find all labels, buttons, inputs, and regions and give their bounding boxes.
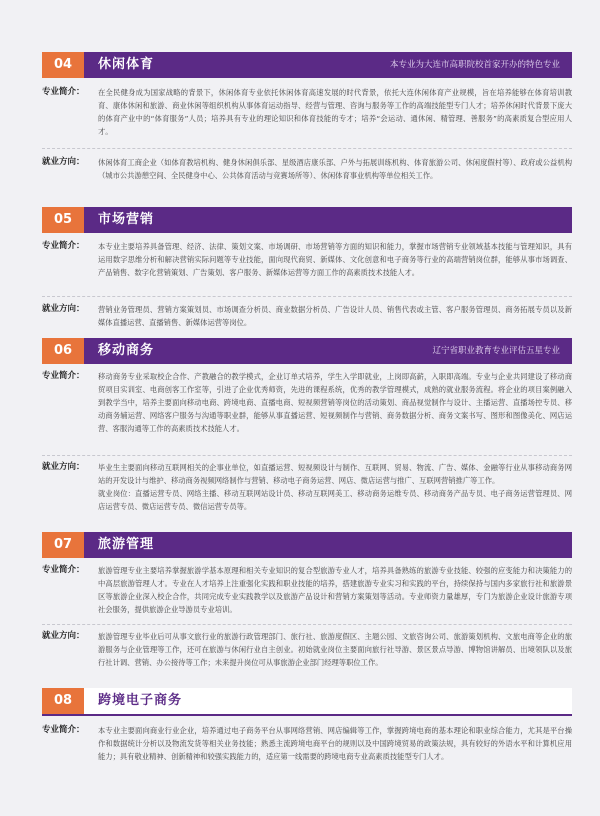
intro-text: 旅游管理专业主要培养掌握旅游学基本原理和相关专业知识的复合型旅游专业人才，培养具备熟练的旅游专业技能、较强的应变能力和决策能力的中高层旅游管理人才。专业在人才培养上注重强化实践和职业技能的培养，搭建旅游专业实习和实践的平台，持续保持与国内多家旅行社和旅游景区等旅游企业深入校企合作，共同完成专业实践教学以及旅游产品设计和营销方案策划等活动。专业师资力量雄厚，专门为旅游企业设计旅游专项社会服务，提供旅游企业导游员专业培训。 xyxy=(98,566,572,614)
career-label: 就业方向： xyxy=(42,631,85,641)
intro-row xyxy=(42,564,572,624)
career-text: 休闲体育工商企业（如体育教培机构、健身休闲俱乐部、星级酒店康乐部、户外与拓展训练机构、体育旅游公司、休闲度假村等）、政府或公益机构（城市公共游憩空间、全民健身中心、公共体育活动与竞赛场所等）、休闲体育事业机构等单位相关工作。 xyxy=(98,158,572,180)
career-label: 就业方向： xyxy=(42,157,85,167)
career-row xyxy=(42,303,572,331)
section-number: 06 xyxy=(42,338,84,364)
career-text: 旅游管理专业毕业后可从事文旅行业的旅游行政管理部门、旅行社、旅游度假区、主题公园、文旅咨询公司、旅游策划机构、文旅电商等企业的旅游服务与企业管理等工作，还可在旅游与休闲行业自主创业。初始就业岗位主要面向旅行社导游、景区景点导游、博物馆讲解员、出境领队以及旅行社计调、营销、办公接待等工作；未来提升岗位可从事旅游企业部门经理等职位工作。 xyxy=(98,632,572,667)
intro-label: 专业简介： xyxy=(42,371,85,381)
intro-label: 专业简介： xyxy=(42,87,85,97)
divider xyxy=(42,296,572,297)
section-tag: 辽宁省职业教育专业评估五星专业 xyxy=(432,346,560,356)
divider xyxy=(42,624,572,625)
section-title: 移动商务 xyxy=(98,343,155,358)
section-header xyxy=(42,207,572,233)
section-number: 05 xyxy=(42,207,84,233)
career-text: 毕业生主要面向移动互联网相关的企事业单位，如直播运营、短视频设计与制作、互联网、贸易、物流、广告、媒体、金融等行业从事移动商务网站的开发设计与维护、移动商务视频网络制作与营销、移动电子商务运营、网店、微店运营与推广、互联网营销推广等工作。 就业岗位：直播运营专员、网络主播、移动互联网站设计员、移动互联网美工、移动商务运维专员、移动商务产品专员、电子商务运营管理员、网店运营专员、微店运营专员、微信运营专员等。 xyxy=(98,463,572,511)
section-number: 07 xyxy=(42,532,84,558)
intro-label: 专业简介： xyxy=(42,565,85,575)
section-title: 市场营销 xyxy=(98,212,155,227)
intro-text: 在全民健身成为国家战略的背景下，休闲体育专业依托休闲体育高速发展的时代背景，依托大连休闲体育产业规模，旨在培养能够在体育培训教育、康体休闲和旅游、商业休闲等组织机构从事体育运动指导、经营与管理、咨询与服务等工作的高端技能型专门人才；培养休闲时代背景下庞大的体育产业中的“体育服务”人员；培养具有专业的理论知识和体育技能的专才；培养“会运动、通休闲、精管理、善服务”的高素质复合型应用人才。 xyxy=(98,88,572,136)
career-extra: 就业岗位：直播运营专员、网络主播、移动互联网站设计员、移动互联网美工、移动商务运维专员、移动商务产品专员、电子商务运营管理员、网店运营专员、微店运营专员、微信运营专员等。 xyxy=(98,489,572,511)
section-tag: 本专业为大连市高职院校首家开办的特色专业 xyxy=(389,60,560,70)
section-header xyxy=(42,532,572,558)
intro-row xyxy=(42,370,572,454)
career-text: 营销业务管理员、营销方案策划员、市场调查分析员、商业数据分析员、广告设计人员、销售代表或主管、客户服务管理员、商务拓展专员以及新媒体直播运营、直播销售、新媒体运营等岗位。 xyxy=(98,305,572,327)
intro-text: 本专业主要培养具备管理、经济、法律、策划文案、市场调研、市场营销等方面的知识和能力，掌握市场营销专业领域基本技能与管理知识，具有运用数字思维分析和解决营销实际问题等专业技能，面向现代商贸、新媒体、文化创意和电子商务等行业的高端营销岗位群，能够从事市场调查、产品销售、数字化营销策划、广告策划、客户服务、新媒体运营等方面工作的高素质技术技能人才。 xyxy=(98,242,572,277)
intro-text: 移动商务专业采取校企合作、产教融合的教学模式，企业订单式培养，学生入学即就业，上岗即高薪，入职即高端。专业与企业共同建设了移动商贸项目实训室、电商创客工作室等，引进了企业优秀师资，先进的课程系统，优秀的教学管理模式，成熟的就业服务流程。将企业的项目案例融入到教学当中，培养主要面向移动电商、跨境电商、直播电商、短视频营销等岗位的活动策划、商品视觉制作与设计、主播运营、直播场控专员、移动商务辅运营、网络客户服务与沟通等职业群，能够从事直播运营、短视频制作与营销、商务数据分析、商务文案书写、图形和图像美化、网店运营、客服沟通等工作的高素质技术技能人才。 xyxy=(98,372,572,433)
section-header xyxy=(42,338,572,364)
intro-row xyxy=(42,724,572,780)
section-number: 08 xyxy=(42,688,84,714)
intro-label: 专业简介： xyxy=(42,725,85,735)
career-row xyxy=(42,156,572,196)
section-header xyxy=(42,688,572,716)
career-label: 就业方向： xyxy=(42,304,85,314)
section-title: 跨境电子商务 xyxy=(98,693,183,708)
intro-text: 本专业主要面向商业行业企业，培养通过电子商务平台从事网络营销、网店编辑等工作，掌握跨境电商的基本理论和职业综合能力，尤其是平台操作和数据统计分析以及物流发货等相关业务技能；熟悉主流跨境电商平台的规则以及中国跨境贸易的政策法规，具有较好的外语水平和计算机应用能力；具有敬业精神、创新精神和较强实践能力的，适应第一线需要的跨境电商专业高素质技能型专门人才。 xyxy=(98,726,572,761)
divider xyxy=(42,148,572,149)
intro-row xyxy=(42,240,572,296)
career-label: 就业方向： xyxy=(42,462,85,472)
section-number: 04 xyxy=(42,52,84,78)
divider xyxy=(42,455,572,456)
section-title: 休闲体育 xyxy=(98,57,155,72)
section-title: 旅游管理 xyxy=(98,537,155,552)
section-header xyxy=(42,52,572,78)
intro-row xyxy=(42,86,572,146)
career-row xyxy=(42,630,572,674)
intro-label: 专业简介： xyxy=(42,241,85,251)
career-row xyxy=(42,461,572,525)
